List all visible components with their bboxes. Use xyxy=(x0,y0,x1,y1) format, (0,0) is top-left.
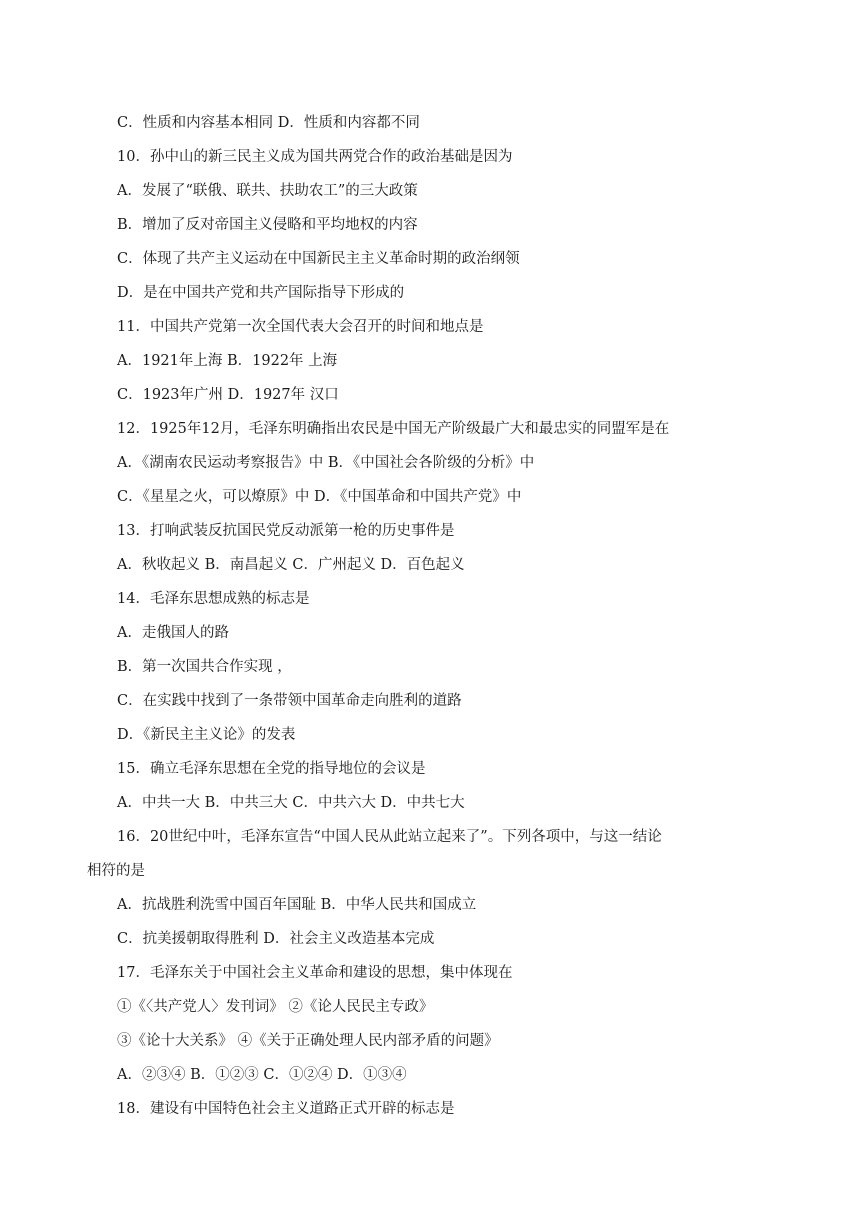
answer-option: D．《新民主主义论》的发表 xyxy=(117,727,296,743)
answer-option: ①《〈共产党人〉发刊词》 ②《论人民民主专政》 xyxy=(117,999,434,1015)
answer-option: A．②③④ B．①②③ C．①②④ D．①③④ xyxy=(117,1067,407,1083)
answer-option: A．发展了“联俄、联共、扶助农工”的三大政策 xyxy=(117,183,418,199)
question-stem: 18．建设有中国特色社会主义道路正式开辟的标志是 xyxy=(117,1101,455,1117)
answer-option: A．1921年上海 B．1922年 上海 xyxy=(117,353,338,369)
question-stem: 15．确立毛泽东思想在全党的指导地位的会议是 xyxy=(117,761,426,777)
answer-option: B．增加了反对帝国主义侵略和平均地权的内容 xyxy=(117,217,418,233)
question-stem: 12．1925年12月，毛泽东明确指出农民是中国无产阶级最广大和最忠实的同盟军是在 xyxy=(117,421,670,437)
answer-option: A．中共一大 B．中共三大 C．中共六大 D．中共七大 xyxy=(117,795,465,811)
answer-option: C．抗美援朝取得胜利 D．社会主义改造基本完成 xyxy=(117,931,435,947)
answer-option: C．体现了共产主义运动在中国新民主主义革命时期的政治纲领 xyxy=(117,251,520,267)
answer-option: C．《星星之火，可以燎原》中 D．《中国革命和中国共产党》中 xyxy=(117,489,522,505)
answer-option: A．《湖南农民运动考察报告》中 B．《中国社会各阶级的分析》中 xyxy=(117,455,535,471)
question-text-block xyxy=(87,106,757,1126)
question-stem: 11．中国共产党第一次全国代表大会召开的时间和地点是 xyxy=(117,319,484,335)
question-stem: 17．毛泽东关于中国社会主义革命和建设的思想，集中体现在 xyxy=(117,965,513,981)
question-stem: 16．20世纪中叶，毛泽东宣告“中国人民从此站立起来了”。下列各项中，与这一结论 xyxy=(117,829,662,845)
answer-option: A．秋收起义 B．南昌起义 C．广州起义 D．百色起义 xyxy=(117,557,465,573)
question-stem-continuation: 相符的是 xyxy=(87,863,145,879)
answer-option: D．是在中国共产党和共产国际指导下形成的 xyxy=(117,285,405,301)
answer-option: C．在实践中找到了一条带领中国革命走向胜利的道路 xyxy=(117,693,462,709)
answer-option: ③《论十大关系》 ④《关于正确处理人民内部矛盾的问题》 xyxy=(117,1033,499,1049)
answer-option: A．抗战胜利洗雪中国百年国耻 B．中华人民共和国成立 xyxy=(117,897,477,913)
answer-option: A．走俄国人的路 xyxy=(117,625,229,641)
question-stem: 14．毛泽东思想成熟的标志是 xyxy=(117,591,310,607)
question-stem: 10．孙中山的新三民主义成为国共两党合作的政治基础是因为 xyxy=(117,149,513,165)
answer-option: B．第一次国共合作实现 ， xyxy=(117,659,292,675)
answer-option: C．1923年广州 D．1927年 汉口 xyxy=(117,387,339,403)
question-stem: 13．打响武装反抗国民党反动派第一枪的历史事件是 xyxy=(117,523,455,539)
text-line: C．性质和内容基本相同 D．性质和内容都不同 xyxy=(117,115,420,131)
